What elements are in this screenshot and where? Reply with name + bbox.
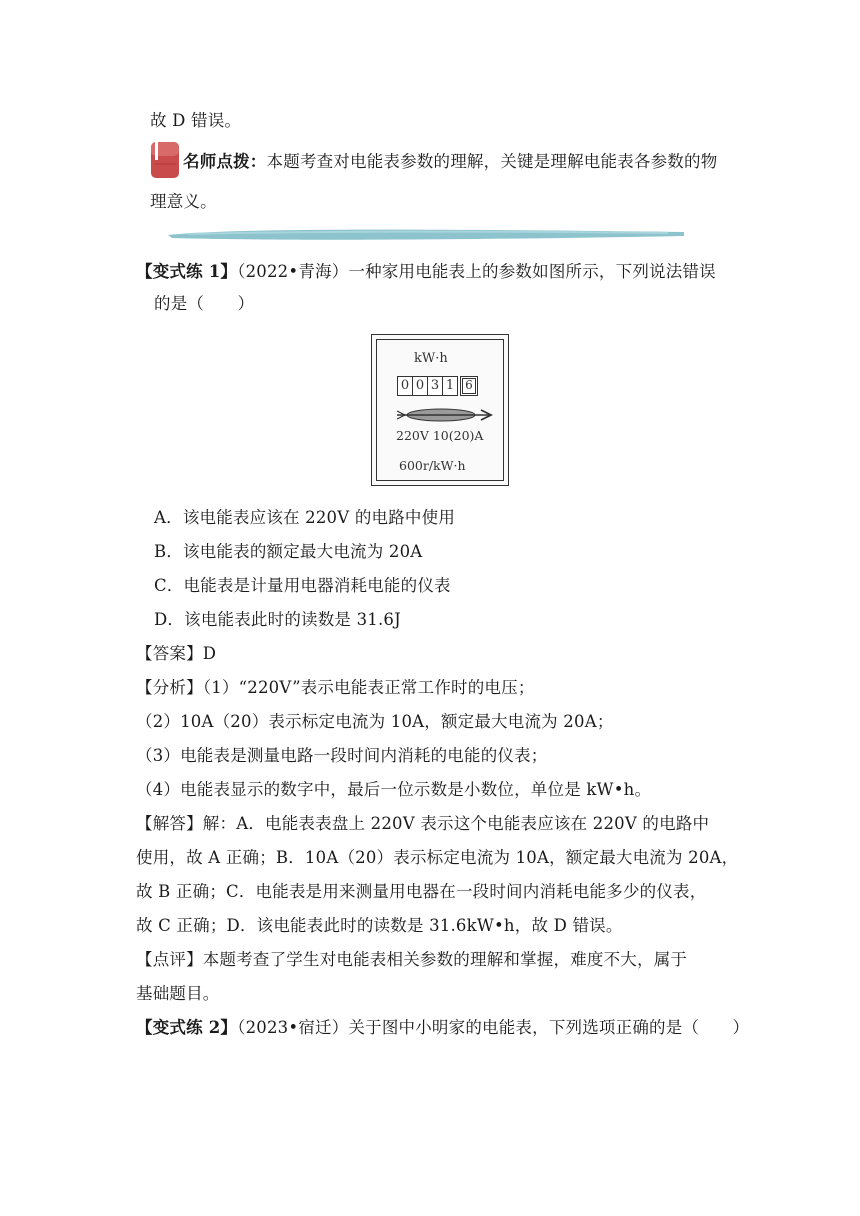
analysis-line: （4）电能表显示的数字中，最后一位示数是小数位，单位是 kW•h。 [136,780,652,799]
question-1-stem-2: 的是（ ） [154,294,255,313]
comment-line: 【点评】本题考查了学生对电能表相关参数的理解和掌握，难度不大，属于 [136,950,688,969]
analysis-line: （3）电能表是测量电路一段时间内消耗的电能的仪表； [136,746,548,765]
tip-line [183,152,717,172]
brush-divider [168,226,684,242]
meter-digit: 0 [397,376,413,396]
comment-line: 基础题目。 [136,984,220,1003]
option-a: A．该电能表应该在 220V 的电路中使用 [154,508,456,527]
tip-line-2: 理意义。 [150,192,217,211]
question-tag: 【变式练 2】 [136,1018,238,1037]
meter-unit: kW·h [414,351,448,366]
solution-line: 故 C 正确；D．该电能表此时的读数是 31.6kW•h，故 D 错误。 [136,916,623,935]
electric-meter-figure [371,334,509,486]
meter-rating: 220V 10(20)A [396,428,484,443]
option-c: C．电能表是计量用电器消耗电能的仪表 [154,576,451,595]
tip-badge-icon [150,140,180,180]
solution-line: 使用，故 A 正确；B．10A（20）表示标定电流为 10A，额定最大电流为 20A， [136,848,739,867]
analysis-line: （2）10A（20）表示标定电流为 10A，额定最大电流为 20A； [136,712,614,731]
meter-constant: 600r/kW·h [399,458,466,473]
solution-line: 【解答】解：A．电能表表盘上 220V 表示这个电能表应该在 220V 的电路中 [136,814,710,833]
question-source: （2022•青海） [237,262,349,281]
question-tag: 【变式练 1】 [136,262,238,281]
meter-disc-arrow-icon [395,406,495,424]
analysis-line: 【分析】（1）“220V”表示电能表正常工作时的电压； [136,678,535,697]
question-text: 一种家用电能表上的参数如图所示，下列说法错误 [348,262,716,281]
option-b: B．该电能表的额定最大电流为 20A [154,542,423,561]
meter-digits [397,376,477,396]
meter-digit: 1 [442,376,458,396]
tip-text: 本题考查对电能表参数的理解，关键是理解电能表各参数的物 [266,152,718,171]
answer: 【答案】D [136,644,217,663]
meter-digit: 0 [412,376,428,396]
question-text: 关于图中小明家的电能表，下列选项正确的是（ ） [348,1018,750,1037]
question-1-stem [136,262,716,282]
solution-line: 故 B 正确；C．电能表是用来测量用电器在一段时间内消耗电能多少的仪表， [136,882,707,901]
text-line: 故 D 错误。 [150,111,242,130]
option-d: D．该电能表此时的读数是 31.6J [154,610,401,629]
question-source: （2023•宿迁） [237,1018,349,1037]
meter-digit: 3 [427,376,443,396]
meter-digit-decimal: 6 [460,376,478,396]
tip-label: 名师点拨： [183,152,267,171]
question-2-stem [136,1018,749,1038]
